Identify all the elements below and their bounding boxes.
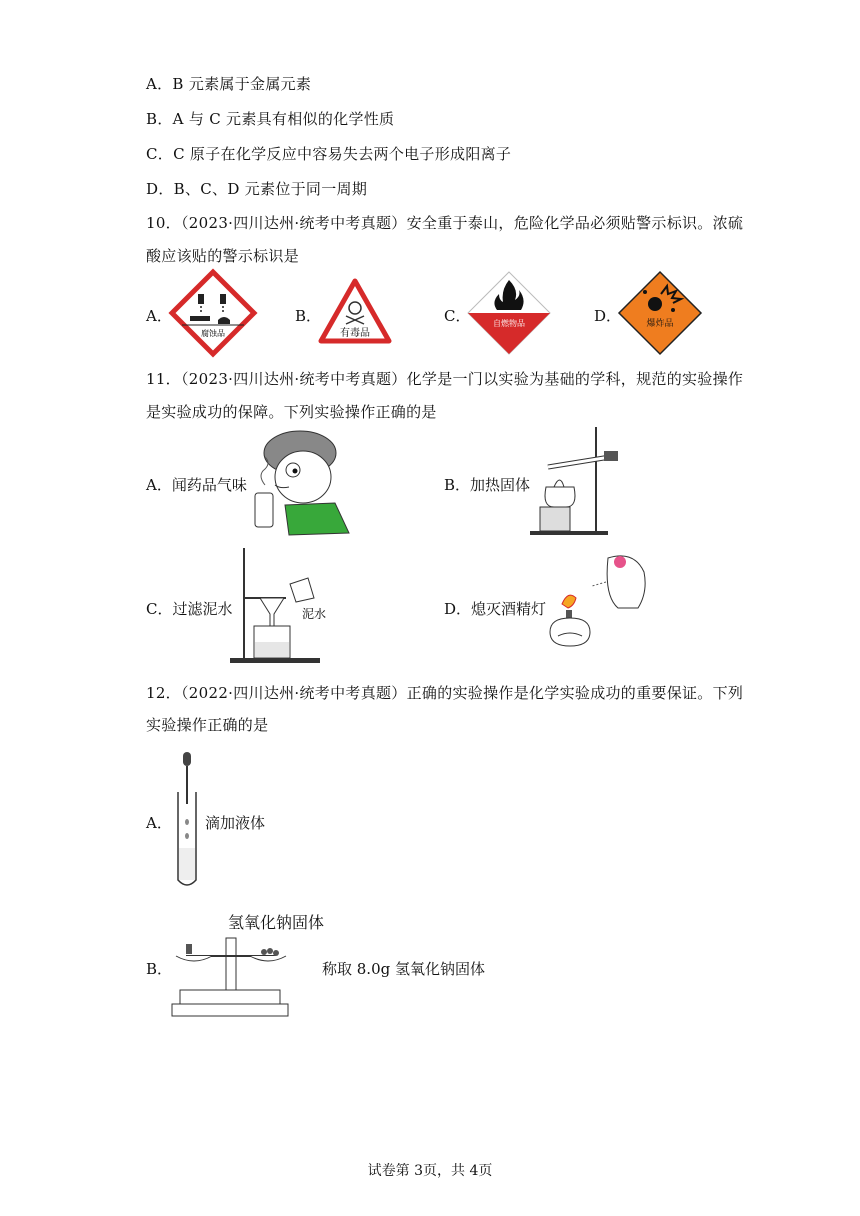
q9-option-c: C．C 原子在化学反应中容易失去两个电子形成阳离子 <box>146 145 512 163</box>
q9-option-a: A．B 元素属于金属元素 <box>146 75 312 93</box>
q11-stem-line2: 是实验成功的保障。下列实验操作正确的是 <box>146 403 437 421</box>
spontaneous-combustion-sign-icon <box>466 270 552 356</box>
balance-scale-illustration <box>166 934 296 1018</box>
q10-stem-line2: 酸应该贴的警示标识是 <box>146 247 300 265</box>
explosive-sign-text: 爆炸品 <box>646 319 674 329</box>
q11-option-a-label: A．闻药品气味 <box>146 476 247 494</box>
q11-stem-line1: 11．（2023·四川达州·统考中考真题）化学是一门以实验为基础的学科，规范的实验操作 <box>146 370 744 388</box>
q12-stem-line2: 实验操作正确的是 <box>146 716 269 734</box>
corrosive-sign-icon <box>170 270 256 356</box>
q12-option-a-text: 滴加液体 <box>205 814 266 832</box>
mud-water-label: 泥水 <box>302 607 327 621</box>
q10-option-a-label: A． <box>146 307 172 325</box>
q9-option-b: B．A 与 C 元素具有相似的化学性质 <box>146 110 395 128</box>
filter-mud-water-illustration <box>230 548 350 664</box>
q12-option-b-text: 称取 8.0g 氢氧化钠固体 <box>322 960 485 978</box>
q9-option-d: D．B、C、D 元素位于同一周期 <box>146 180 368 198</box>
toxic-sign-icon <box>318 278 392 344</box>
heat-solid-illustration <box>530 427 630 537</box>
q12-option-b-label: B． <box>146 960 173 978</box>
q10-option-b-label: B． <box>295 307 322 325</box>
q11-option-c-label: C．过滤泥水 <box>146 600 233 618</box>
q10-stem-line1: 10．（2023·四川达州·统考中考真题）安全重于泰山，危险化学品必须贴警示标识。浓硫 <box>146 214 744 232</box>
spontaneous-combustion-sign-text: 自燃物品 <box>493 319 525 328</box>
extinguish-lamp-illustration <box>542 552 646 660</box>
q12-option-a-label: A． <box>146 814 172 832</box>
corrosive-sign-text: 腐蚀品 <box>201 329 225 338</box>
q11-option-b-label: B．加热固体 <box>444 476 531 494</box>
dropper-test-tube-illustration <box>172 752 202 888</box>
naoh-solid-label: 氢氧化钠固体 <box>228 913 325 932</box>
toxic-sign-text: 有毒品 <box>340 328 370 339</box>
q11-option-d-label: D．熄灭酒精灯 <box>444 600 547 618</box>
q10-option-d-label: D． <box>594 307 622 325</box>
page-footer: 试卷第 3页，共 4页 <box>367 1163 493 1179</box>
smell-chemical-illustration <box>245 425 355 537</box>
q10-option-c-label: C． <box>444 307 471 325</box>
q12-stem-line1: 12．（2022·四川达州·统考中考真题）正确的实验操作是化学实验成功的重要保证。下列 <box>146 684 744 702</box>
explosive-sign-icon <box>617 270 703 356</box>
